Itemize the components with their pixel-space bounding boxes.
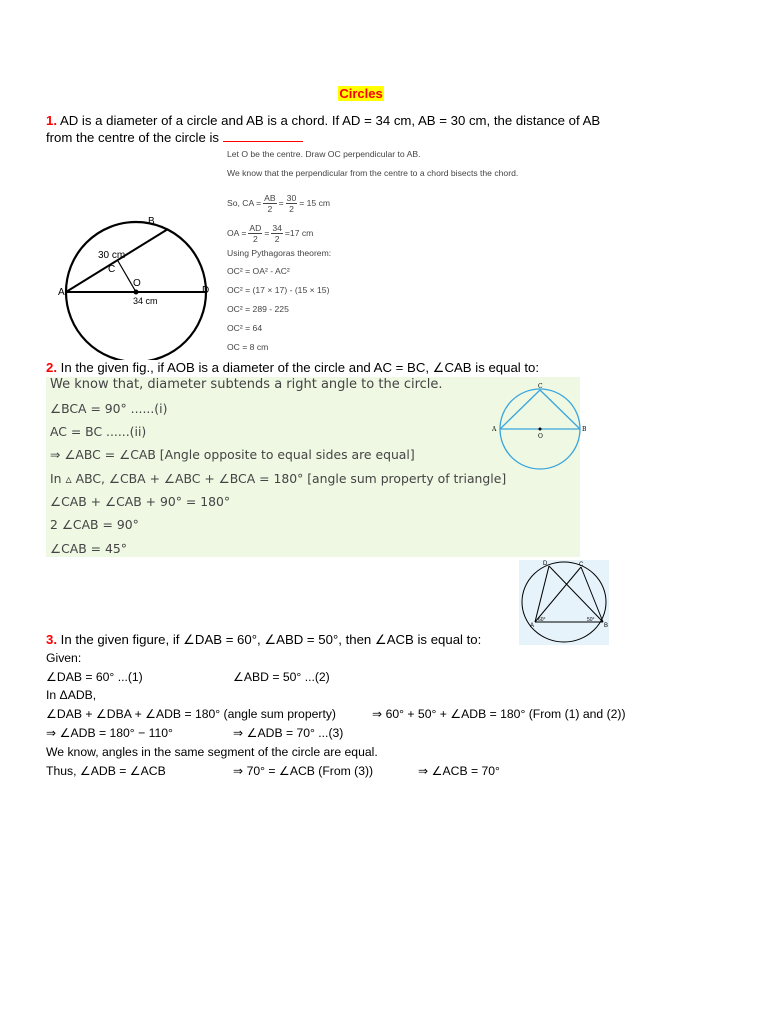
- label-b: B: [604, 623, 609, 629]
- q3-in-adb: In ΔADB,: [46, 688, 97, 702]
- solution-line: Using Pythagoras theorem:: [227, 248, 332, 258]
- angle-b-label: 50°: [587, 617, 595, 623]
- label-c: C: [538, 383, 543, 390]
- question-number: 2.: [46, 360, 57, 375]
- q3-step-4b: ⇒ 70° = ∠ACB (From (3)): [233, 764, 374, 778]
- q2-line: ∠BCA = 90° ......(i): [50, 401, 168, 416]
- fraction: $\frac{AD}{2}$: [249, 222, 262, 244]
- label-a: A: [492, 426, 497, 433]
- q3-step-3: We know, angles in the same segment of the circle are equal.: [46, 745, 378, 759]
- q2-circle-figure: [490, 383, 590, 473]
- fraction: $\frac{30}{2}$: [286, 192, 297, 214]
- q3-step-4a: Thus, ∠ADB = ∠ACB: [46, 764, 166, 778]
- label-a: A: [58, 287, 65, 298]
- page-title: Circles: [339, 86, 383, 101]
- solution-oa: OA = $\frac{AD}{2}$ = $\frac{34}{2}$ =17 cm: [227, 222, 314, 244]
- q3-step-1b: ⇒ 60° + 50° + ∠ADB = 180° (From (1) and (2)): [372, 707, 626, 721]
- q3-given-1: ∠DAB = 60° ...(1): [46, 670, 143, 684]
- solution-text: So, CA =: [227, 198, 262, 208]
- label-a: A: [530, 623, 535, 629]
- question-number: 1.: [46, 113, 57, 128]
- label-ad-length: 34 cm: [133, 296, 158, 306]
- solution-line: OC² = 289 - 225: [227, 304, 289, 314]
- q2-line: ⇒ ∠ABC = ∠CAB [Angle opposite to equal sides are equal]: [50, 447, 415, 462]
- label-b: B: [148, 216, 155, 227]
- label-d: D: [202, 285, 210, 296]
- q2-line: 2 ∠CAB = 90°: [50, 517, 139, 532]
- solution-line: We know that the perpendicular from the centre to a chord bisects the chord.: [227, 168, 519, 178]
- label-o: O: [133, 278, 141, 289]
- q1-solution: [227, 149, 607, 361]
- q3-step-2b: ⇒ ∠ADB = 70° ...(3): [233, 726, 344, 740]
- q3-step-1a: ∠DAB + ∠DBA + ∠ADB = 180° (angle sum property): [46, 707, 336, 721]
- solution-text: OA =: [227, 228, 247, 238]
- q2-line: We know that, diameter subtends a right angle to the circle.: [50, 377, 443, 392]
- question-3: [46, 631, 726, 648]
- solution-text: =17 cm: [284, 228, 314, 238]
- question-2: [46, 359, 726, 376]
- q2-line: ∠CAB + ∠CAB + 90° = 180°: [50, 494, 231, 509]
- question-number: 3.: [46, 632, 57, 647]
- solution-text: = 15 cm: [299, 198, 331, 208]
- solution-line: Let O be the centre. Draw OC perpendicular to AB.: [227, 149, 421, 159]
- q3-given: Given:: [46, 651, 82, 665]
- angle-a-label: 60°: [538, 617, 546, 623]
- q2-line: In ▵ ABC, ∠CBA + ∠ABC + ∠BCA = 180° [angle sum property of triangle]: [50, 471, 507, 486]
- question-text: In the given figure, if ∠DAB = 60°, ∠ABD = 50°, then ∠ACB is equal to:: [60, 632, 482, 647]
- answer-blank: [223, 131, 303, 142]
- q3-step-2a: ⇒ ∠ADB = 180° − 110°: [46, 726, 173, 740]
- label-b: B: [582, 426, 587, 433]
- label-c: C: [108, 264, 116, 275]
- label-o: O: [538, 433, 543, 440]
- fraction: $\frac{34}{2}$: [272, 222, 282, 244]
- solution-line: OC² = OA² - AC²: [227, 266, 290, 276]
- label-ab-length: 30 cm: [98, 250, 126, 261]
- label-c: C: [579, 562, 584, 568]
- q1-circle-figure: [56, 210, 226, 360]
- q3-step-4c: ⇒ ∠ACB = 70°: [418, 764, 500, 778]
- label-d: D: [543, 561, 548, 567]
- question-text: In the given fig., if AOB is a diameter of the circle and AC = BC, ∠CAB is equal to:: [60, 360, 540, 375]
- solution-line: OC² = 64: [227, 323, 263, 333]
- fraction: $\frac{AB}{2}$: [264, 192, 276, 214]
- solution-line: OC = 8 cm: [227, 342, 269, 352]
- question-text: AD is a diameter of a circle and AB is a chord. If AD = 34 cm, AB = 30 cm, the distance of AB: [59, 113, 601, 128]
- q3-given-2: ∠ABD = 50° ...(2): [233, 670, 330, 684]
- q2-line: ∠CAB = 45°: [50, 541, 127, 556]
- question-text-cont: from the centre of the circle is: [46, 130, 219, 145]
- question-1: [46, 112, 726, 146]
- solution-line: OC² = (17 × 17) - (15 × 15): [227, 285, 330, 295]
- solution-ca: So, CA = $\frac{AB}{2}$ = $\frac{30}{2}$ = 15 cm: [227, 192, 331, 214]
- q2-line: AC = BC ......(ii): [50, 424, 147, 439]
